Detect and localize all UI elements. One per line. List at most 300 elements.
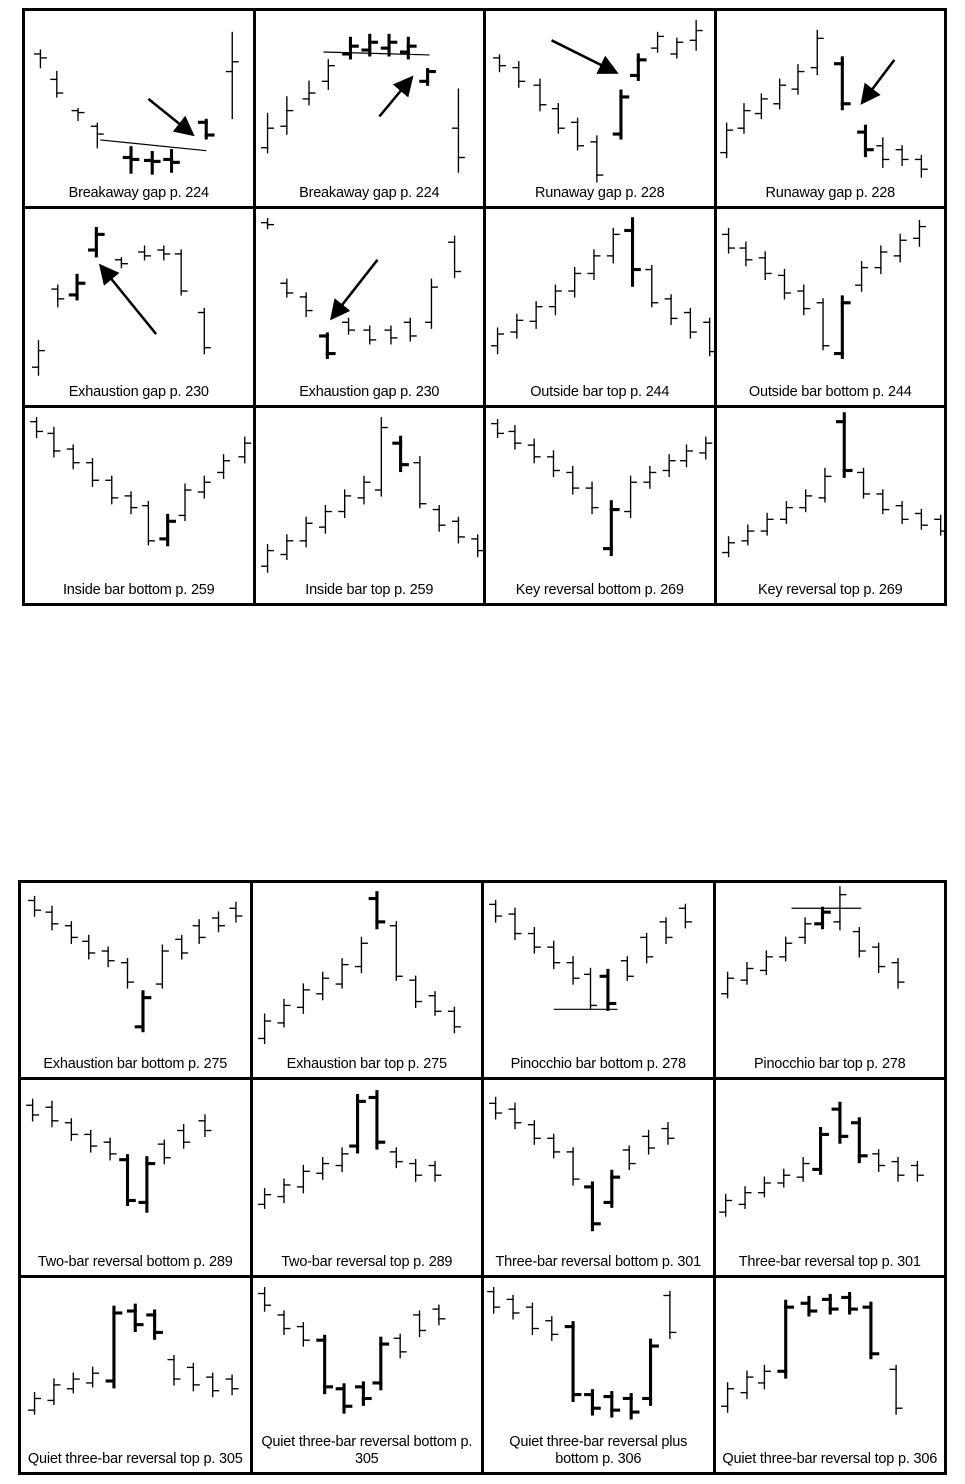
price-bar (815, 908, 829, 927)
bar-chart-sketch (717, 11, 945, 206)
price-bar (797, 1158, 809, 1181)
price-bar (835, 58, 848, 109)
price-bar (122, 959, 134, 988)
price-bar (420, 70, 433, 85)
bar-chart-sketch (484, 883, 713, 1077)
price-bar (261, 219, 273, 229)
price-bar (864, 1303, 878, 1357)
pattern-panel (25, 408, 253, 603)
price-bar (297, 984, 309, 1013)
price-bar (890, 1365, 902, 1414)
price-bar (665, 295, 677, 324)
arrow-icon (333, 260, 377, 317)
pattern-panel (25, 209, 253, 404)
price-bar (777, 1170, 789, 1187)
price-bar (660, 918, 672, 943)
price-bar (124, 148, 137, 172)
price-bar (614, 91, 627, 138)
price-bar (136, 992, 150, 1031)
price-bar (165, 151, 178, 172)
price-bar (218, 455, 230, 478)
price-bar (31, 417, 43, 437)
price-bar (297, 1166, 309, 1193)
price-bar (409, 976, 421, 1007)
price-bar (48, 427, 60, 456)
price-bar (102, 947, 114, 966)
price-bar (83, 935, 95, 958)
price-bar (509, 908, 521, 939)
price-bar (528, 439, 540, 462)
price-bar (662, 1123, 674, 1144)
pattern-panel (253, 883, 482, 1077)
price-bar (741, 963, 753, 984)
price-bar (607, 229, 619, 263)
price-bar (721, 972, 733, 997)
panel-caption: Breakaway gap p. 224 (299, 185, 440, 202)
panel-caption: Exhaustion bar bottom p. 275 (43, 1056, 228, 1073)
price-bar (585, 969, 597, 1010)
price-bar (393, 437, 406, 470)
price-bar (226, 1375, 238, 1394)
price-bar (915, 156, 927, 177)
bar-chart-sketch (25, 209, 253, 404)
panel-caption: Outside bar bottom p. 244 (748, 383, 912, 400)
pattern-grid-bottom (18, 880, 947, 1475)
price-bar (490, 1098, 502, 1119)
price-bar (385, 327, 397, 345)
price-bar (527, 1303, 539, 1334)
pattern-grid-top (22, 8, 947, 606)
price-bar (261, 544, 273, 571)
price-bar (125, 492, 137, 513)
panel-caption: Inside bar bottom p. 259 (62, 581, 215, 598)
price-bar (66, 1119, 78, 1140)
bar-chart-sketch (486, 408, 714, 603)
price-bar (226, 32, 238, 118)
price-bar (835, 297, 848, 358)
price-bar (646, 266, 658, 307)
price-bar (760, 951, 772, 974)
price-bar (27, 1100, 39, 1121)
price-bar (390, 922, 402, 980)
price-bar (121, 1156, 135, 1205)
price-bar (779, 937, 791, 960)
price-bar (67, 445, 79, 468)
price-bar (739, 1187, 751, 1208)
price-bar (913, 221, 925, 246)
pattern-panel (25, 11, 253, 206)
bar-chart-sketch (256, 209, 484, 404)
price-bar (46, 906, 58, 929)
panel-caption: Exhaustion gap p. 230 (299, 383, 440, 400)
price-bar (855, 262, 867, 291)
price-bar (199, 476, 211, 497)
price-bar (530, 302, 542, 328)
bar-chart-sketch (25, 408, 253, 603)
price-bar (875, 246, 887, 273)
price-bar (85, 1131, 97, 1152)
price-bar (911, 1162, 923, 1181)
price-bar (685, 309, 697, 338)
price-bar (492, 419, 504, 437)
bar-chart-sketch (716, 1080, 945, 1274)
price-bar (66, 922, 78, 943)
bar-chart-sketch (716, 883, 945, 1077)
price-bar (858, 126, 871, 155)
panel-caption: Pinocchio bar top p. 278 (753, 1056, 906, 1073)
price-bar (605, 1172, 619, 1207)
panel-caption: Key reversal bottom p. 269 (515, 581, 684, 598)
price-bar (52, 286, 64, 307)
price-bar (722, 537, 734, 557)
price-bar (740, 243, 752, 266)
price-bar (643, 1131, 655, 1154)
price-bar (188, 1363, 200, 1390)
price-bar (258, 1189, 270, 1208)
panel-caption: Exhaustion gap p. 230 (68, 383, 209, 400)
price-bar (337, 1385, 351, 1412)
pattern-panel (484, 1080, 713, 1274)
price-bar (158, 246, 170, 260)
panel-caption: Inside bar top p. 259 (305, 581, 434, 598)
price-bar (681, 445, 693, 466)
price-bar (529, 1121, 541, 1144)
bar-chart-sketch (717, 408, 945, 603)
price-bar (230, 902, 242, 921)
price-bar (175, 250, 187, 295)
price-bar (281, 280, 293, 298)
price-bar (316, 972, 328, 999)
price-bar (896, 146, 908, 166)
price-bar (261, 114, 273, 153)
bar-chart-sketch (21, 1080, 250, 1274)
bar-chart-sketch (253, 1080, 482, 1274)
price-bar (811, 31, 823, 75)
price-bar (92, 123, 104, 147)
price-bar (553, 104, 565, 133)
arrow-icon (552, 40, 615, 71)
price-bar (168, 1355, 180, 1384)
price-bar (338, 490, 350, 517)
price-bar (605, 1392, 619, 1415)
price-bar (370, 893, 384, 928)
price-bar (644, 466, 656, 487)
price-bar (894, 235, 906, 262)
price-bar (67, 1373, 79, 1392)
price-bar (87, 458, 99, 485)
price-bar (319, 505, 331, 532)
price-bar (813, 1129, 827, 1174)
price-bar (178, 1125, 190, 1148)
price-bar (586, 1183, 600, 1230)
price-bar (511, 315, 523, 338)
price-bar (429, 992, 441, 1015)
pattern-panel (486, 408, 714, 603)
price-bar (116, 258, 128, 268)
price-bar (755, 94, 767, 118)
price-bar (300, 517, 312, 546)
price-bar (176, 935, 188, 958)
price-bar (278, 1179, 290, 1202)
price-bar (193, 920, 205, 943)
price-bar (853, 928, 865, 957)
price-bar (720, 123, 732, 157)
price-bar (433, 1305, 445, 1324)
price-bar (355, 937, 367, 972)
pattern-panel (486, 209, 714, 404)
price-bar (258, 1014, 270, 1043)
price-bar (823, 1295, 837, 1312)
price-bar (652, 32, 664, 52)
price-bar (414, 456, 426, 507)
price-bar (567, 957, 579, 984)
price-bar (72, 109, 84, 121)
price-bar (872, 1150, 884, 1171)
price-bar (179, 484, 191, 520)
price-bar (625, 476, 637, 517)
price-bar (896, 501, 908, 522)
pattern-panel (717, 209, 945, 404)
price-bar (488, 1287, 500, 1312)
price-bar (356, 1383, 370, 1404)
price-bar (799, 918, 811, 943)
bar-chart-sketch (716, 1278, 945, 1472)
panel-caption: Quiet three-bar reversal top p. 306 (722, 1450, 938, 1467)
price-bar (207, 1373, 219, 1396)
price-bar (382, 35, 395, 55)
pattern-panel (253, 1080, 482, 1274)
price-bar (626, 219, 639, 285)
pattern-panel (716, 1080, 945, 1274)
pattern-panel (256, 209, 484, 404)
price-bar (343, 38, 356, 58)
pattern-panel (256, 11, 484, 206)
price-bar (738, 104, 750, 133)
price-bar (394, 1334, 406, 1357)
bar-chart-sketch (486, 209, 714, 404)
pattern-panel (21, 1278, 250, 1472)
price-bar (494, 55, 506, 72)
pattern-panel (256, 408, 484, 603)
price-bar (213, 912, 225, 931)
price-bar (721, 1383, 733, 1412)
panel-caption: Breakaway gap p. 224 (68, 185, 209, 202)
price-bar (46, 1102, 58, 1127)
price-bar (157, 945, 169, 988)
price-bar (567, 466, 579, 493)
price-bar (452, 517, 464, 542)
price-bar (601, 970, 615, 1009)
panel-caption: Pinocchio bar bottom p. 278 (510, 1056, 686, 1073)
pattern-panel (21, 1080, 250, 1274)
price-bar (336, 1148, 348, 1171)
price-bar (632, 55, 645, 79)
price-bar (664, 1291, 676, 1338)
panel-caption: Quiet three-bar reversal bottom p. 305 (261, 1433, 473, 1467)
price-bar (409, 1160, 421, 1181)
trend-line (100, 140, 206, 151)
panel-caption: Runaway gap p. 228 (765, 185, 895, 202)
price-bar (799, 490, 811, 511)
price-bar (778, 270, 790, 299)
price-bar (448, 1007, 460, 1032)
price-bar (780, 501, 792, 522)
price-bar (742, 525, 754, 545)
price-bar (51, 72, 63, 97)
price-bar (104, 1139, 116, 1160)
price-bar (802, 1297, 816, 1314)
price-bar (258, 1287, 270, 1310)
price-bar (145, 153, 158, 174)
bar-chart-sketch (21, 883, 250, 1077)
price-bar (671, 38, 683, 58)
price-bar (534, 79, 546, 110)
price-bar (317, 1336, 331, 1392)
bar-chart-sketch (256, 11, 484, 206)
price-bar (513, 62, 525, 87)
bar-chart-sketch (256, 408, 484, 603)
price-bar (833, 1104, 847, 1143)
arrow-icon (102, 268, 156, 334)
price-bar (239, 437, 251, 462)
price-bar (303, 81, 315, 104)
price-bar (758, 1365, 770, 1388)
price-bar (316, 1158, 328, 1179)
price-bar (390, 1148, 402, 1167)
price-bar (278, 1311, 290, 1334)
price-bar (548, 451, 560, 476)
price-bar (546, 1317, 558, 1340)
price-bar (817, 299, 829, 350)
price-bar (797, 286, 809, 315)
panel-caption: Outside bar top p. 244 (530, 383, 670, 400)
price-bar (591, 136, 603, 182)
bar-chart-sketch (484, 1080, 713, 1274)
price-bar (471, 535, 483, 556)
price-bar (773, 79, 785, 108)
panel-caption: Three-bar reversal top p. 301 (738, 1253, 921, 1270)
price-bar (350, 1096, 364, 1152)
price-bar (148, 1311, 162, 1338)
arrow-icon (148, 99, 190, 133)
price-bar (375, 417, 387, 495)
price-bar (158, 1141, 170, 1164)
price-bar (140, 1158, 154, 1211)
price-bar (107, 1307, 121, 1387)
price-bar (842, 1293, 856, 1312)
price-bar (300, 293, 312, 316)
price-bar (529, 928, 541, 953)
price-bar (90, 229, 103, 256)
pattern-panel (21, 883, 250, 1077)
price-bar (48, 1379, 60, 1404)
price-bar (199, 120, 212, 138)
pattern-panel (486, 11, 714, 206)
price-bar (106, 476, 118, 503)
pattern-panel (484, 883, 713, 1077)
price-bar (566, 1322, 580, 1400)
price-bar (336, 959, 348, 988)
panel-caption: Two-bar reversal top p. 289 (281, 1253, 453, 1270)
price-bar (509, 425, 521, 448)
pattern-panel (717, 408, 945, 603)
bar-chart-sketch (25, 11, 253, 206)
price-bar (837, 414, 850, 477)
arrow-icon (863, 60, 894, 101)
trend-line (323, 52, 429, 55)
price-bar (363, 35, 376, 55)
price-bar (569, 268, 581, 297)
price-bar (719, 1195, 731, 1216)
price-bar (761, 513, 773, 534)
price-bar (934, 515, 944, 535)
price-bar (872, 943, 884, 972)
price-bar (586, 482, 598, 513)
price-bar (623, 1146, 635, 1169)
price-bar (374, 1338, 388, 1389)
price-bar (320, 334, 333, 357)
pattern-panel (484, 1278, 713, 1472)
price-bar (161, 515, 174, 544)
price-bar (852, 1119, 866, 1162)
price-bar (281, 535, 293, 559)
price-bar (70, 276, 83, 299)
price-bar (509, 1104, 521, 1129)
price-bar (550, 286, 562, 315)
price-bar (680, 904, 692, 927)
price-bar (507, 1295, 519, 1318)
price-bar (358, 476, 370, 503)
price-bar (199, 1115, 211, 1136)
panel-caption: Three-bar reversal bottom p. 301 (495, 1253, 702, 1270)
price-bar (35, 50, 47, 68)
price-bar (548, 941, 560, 968)
bar-chart-sketch (717, 209, 945, 404)
panel-caption: Exhaustion bar top p. 275 (286, 1056, 447, 1073)
bar-chart-sketch (253, 883, 482, 1077)
price-bar (644, 1340, 658, 1404)
price-bar (33, 341, 45, 375)
price-bar (759, 252, 771, 279)
price-bar (370, 1092, 384, 1148)
bar-chart-sketch (486, 11, 714, 206)
price-bar (722, 229, 734, 253)
price-bar (363, 327, 375, 345)
price-bar (690, 21, 702, 50)
pattern-panel (253, 1278, 482, 1472)
price-bar (413, 1311, 425, 1336)
price-bar (586, 1390, 600, 1413)
bar-chart-sketch (21, 1278, 250, 1472)
price-bar (404, 319, 416, 341)
price-bar (342, 319, 354, 335)
price-bar (567, 1148, 579, 1185)
price-bar (819, 468, 831, 501)
price-bar (425, 280, 437, 329)
price-bar (877, 490, 889, 513)
price-bar (663, 455, 675, 476)
price-bar (322, 60, 334, 89)
price-bar (741, 1371, 753, 1398)
pattern-panel (717, 11, 945, 206)
price-bar (490, 900, 502, 921)
price-bar (892, 1158, 904, 1181)
price-bar (621, 957, 633, 980)
pattern-panel (716, 883, 945, 1077)
price-bar (281, 97, 293, 134)
price-bar (704, 319, 714, 356)
price-bar (87, 1367, 99, 1386)
